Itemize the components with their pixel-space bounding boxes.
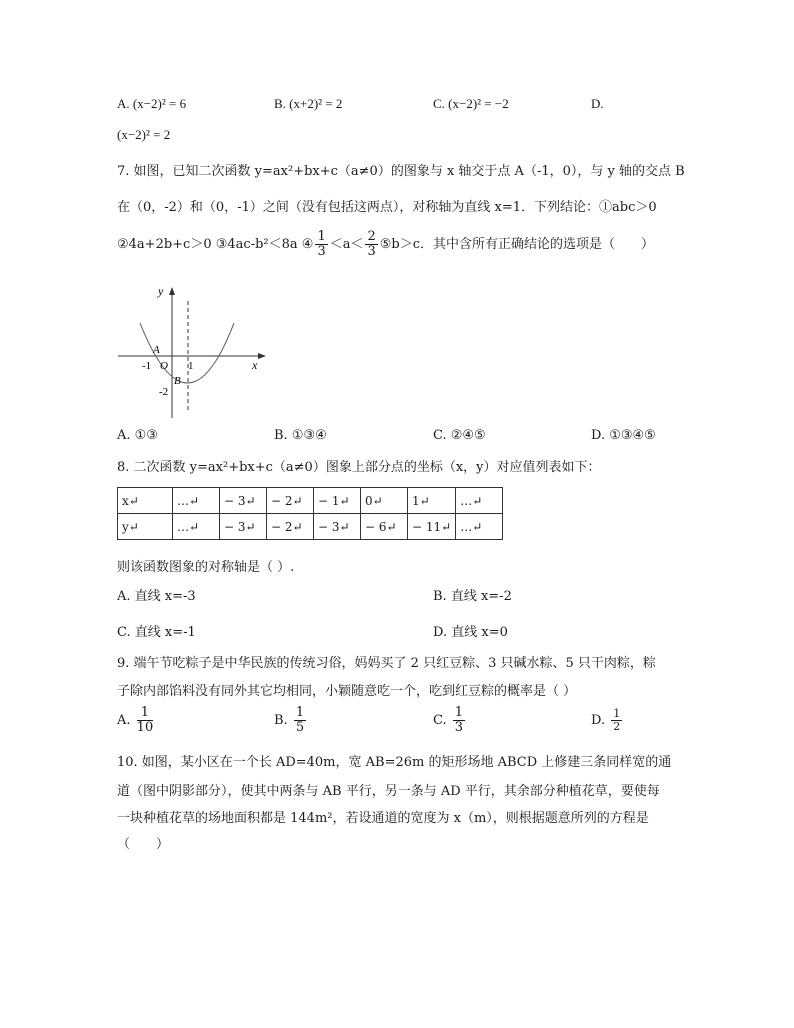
- fraction-one-tenth: $\frac{1}{10}$: [136, 705, 154, 735]
- q9-option-b-prefix: B.: [274, 713, 288, 728]
- q9-option-b: [274, 706, 308, 735]
- q8-line-2: 则该函数图象的对称轴是（ ）.: [117, 560, 295, 575]
- q8-line-1: 8. 二次函数 y=ax²+bx+c（a≠0）图象上部分点的坐标（x，y）对应值列表如下：: [117, 460, 601, 475]
- q8-option-a: A. 直线 x=-3: [117, 589, 196, 604]
- y-axis-arrow-icon: [169, 287, 175, 295]
- q9-option-c-prefix: C.: [433, 713, 447, 728]
- q9-option-a-prefix: A.: [117, 713, 131, 728]
- q6-option-d: D.: [591, 96, 604, 111]
- q7-option-b: B. ①③④: [274, 428, 327, 443]
- q7-option-a: A. ①③: [117, 428, 158, 443]
- table-row: [118, 514, 503, 540]
- table-cell: − 11↵: [408, 514, 456, 540]
- point-b-label: B: [174, 375, 181, 387]
- table-cell: − 3↵: [220, 488, 267, 514]
- table-cell: y↵: [118, 514, 173, 540]
- q7-line-3-part-c: ⑤b＞c．其中含所有正确结论的选项是（ ）: [379, 237, 655, 252]
- q10-line-3: 一块种植花草的场地面积都是 144m²，若设通道的宽度为 x（m），则根据题意所列的方程是: [117, 811, 649, 826]
- q6-option-d-expression: (x−2)² = 2: [117, 127, 171, 142]
- table-cell: …↵: [173, 514, 220, 540]
- fraction-one-third: $\frac{1}{3}$: [317, 229, 326, 259]
- value-table: [117, 487, 503, 540]
- table-cell: − 3↵: [220, 514, 267, 540]
- q9-option-d: [591, 708, 624, 733]
- table-row: [118, 488, 503, 514]
- table-cell: 0↵: [361, 488, 408, 514]
- q7-line-3: [117, 230, 654, 259]
- x-axis-arrow-icon: [258, 353, 266, 359]
- table-cell: …↵: [456, 514, 503, 540]
- parabola-graph: [113, 283, 273, 423]
- table-cell: 1↵: [408, 488, 456, 514]
- q10-line-2: 道（图中阴影部分），使其中两条与 AB 平行，另一条与 AD 平行，其余部分种植花草，要使每: [117, 784, 660, 799]
- table-cell: − 2↵: [267, 514, 314, 540]
- q8-option-d: D. 直线 x=0: [433, 625, 508, 640]
- q6-option-a: A. (x−2)² = 6: [117, 96, 187, 111]
- tick-label-neg2: -2: [159, 386, 169, 398]
- table-cell: x↵: [118, 488, 173, 514]
- q7-line-2: 在（0，-2）和（0，-1）之间（没有包括这两点），对称轴为直线 x=1．下列结论：①abc＞0: [117, 200, 657, 215]
- q9-option-c: [433, 706, 467, 735]
- table-cell: − 2↵: [267, 488, 314, 514]
- fraction-one-third-option: $\frac{1}{3}$: [454, 705, 464, 735]
- q9-option-d-prefix: D.: [591, 713, 606, 728]
- fraction-one-fifth: $\frac{1}{5}$: [295, 705, 305, 735]
- q6-option-b: B. (x+2)² = 2: [274, 96, 343, 111]
- q7-line-3-part-b: ＜a＜: [329, 237, 364, 252]
- table-cell: − 1↵: [314, 488, 361, 514]
- q8-option-c: C. 直线 x=-1: [117, 625, 196, 640]
- q8-option-b: B. 直线 x=-2: [433, 589, 512, 604]
- q6-option-c: C. (x−2)² = −2: [433, 96, 509, 111]
- fraction-two-thirds: $\frac{2}{3}$: [367, 229, 376, 259]
- q10-line-4: （ ）: [117, 837, 170, 852]
- q7-line-3-part-a: ②4a+2b+c＞0 ③4ac-b²＜8a ④: [117, 237, 314, 252]
- q7-line-1: 7. 如图，已知二次函数 y=ax²+bx+c（a≠0）的图象与 x 轴交于点 A（-1，0），与 y 轴的交点 B: [117, 164, 685, 179]
- table-cell: − 3↵: [314, 514, 361, 540]
- q7-option-d: D. ①③④⑤: [591, 428, 656, 443]
- table-cell: …↵: [456, 488, 503, 514]
- table-cell: − 6↵: [361, 514, 408, 540]
- q9-option-a: [117, 706, 155, 735]
- fraction-one-half: $\frac{1}{2}$: [613, 707, 621, 733]
- q10-line-1: 10. 如图，某小区在一个长 AD=40m，宽 AB=26m 的矩形场地 ABCD 上修建三条同样宽的通: [117, 755, 672, 770]
- tick-label-neg1: -1: [142, 360, 152, 372]
- q7-option-c: C. ②④⑤: [433, 428, 486, 443]
- q9-line-2: 子除内部馅料没有同外其它均相同，小颖随意吃一个，吃到红豆粽的概率是（ ）: [117, 684, 577, 699]
- point-a-label: A: [153, 344, 160, 356]
- x-axis-label: x: [252, 358, 258, 372]
- table-cell: …↵: [173, 488, 220, 514]
- y-axis-label: y: [158, 284, 164, 298]
- tick-label-1: 1: [188, 360, 194, 372]
- origin-label: O: [160, 360, 168, 372]
- q9-line-1: 9. 端午节吃粽子是中华民族的传统习俗，妈妈买了 2 只红豆粽、3 只碱水粽、5 只干肉粽，粽: [117, 656, 656, 671]
